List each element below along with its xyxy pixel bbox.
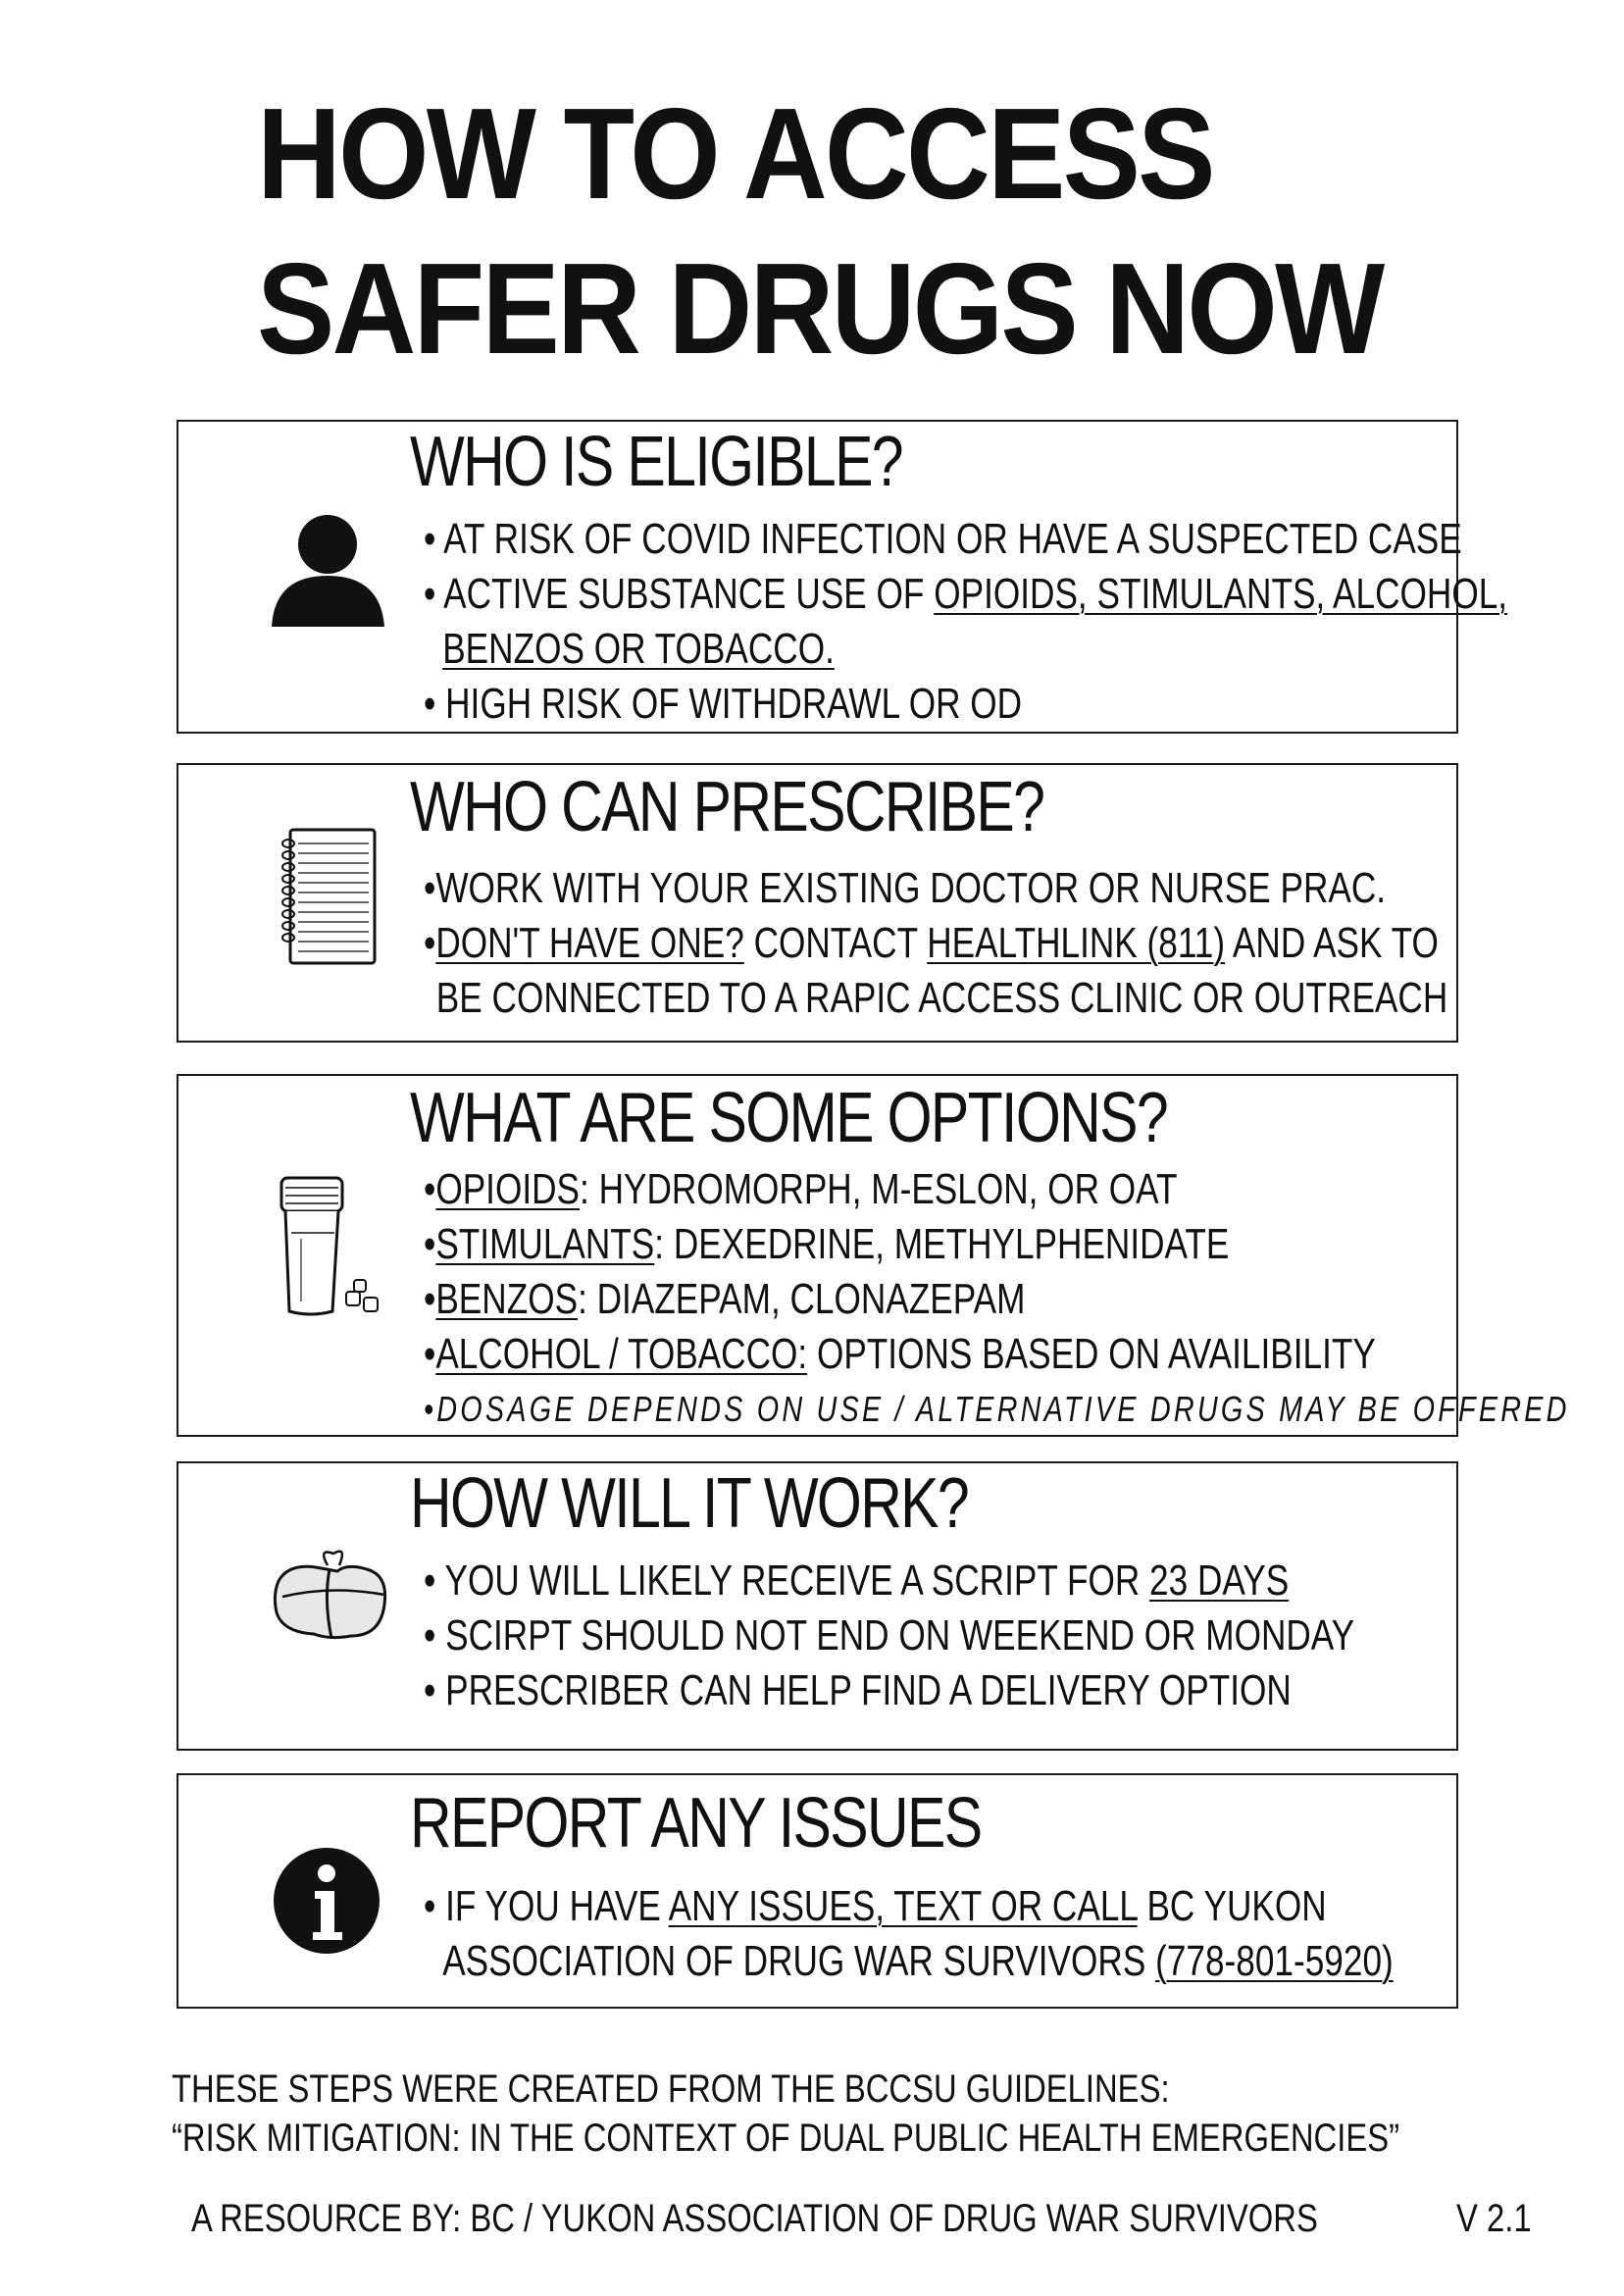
title-line-1: HOW TO ACCESS xyxy=(257,81,1213,226)
footer-byline: A RESOURCE BY: BC / YUKON ASSOCIATION OF DRUG WAR SURVIVORS xyxy=(191,2197,1318,2240)
version-label: V 2.1 xyxy=(1456,2197,1532,2240)
list-item: •WORK WITH YOUR EXISTING DOCTOR OR NURSE PRAC. xyxy=(424,864,1387,912)
pill-bottle-icon xyxy=(272,1174,389,1321)
list-item: •BENZOS: DIAZEPAM, CLONAZEPAM xyxy=(424,1275,1026,1323)
package-icon xyxy=(269,1542,396,1650)
list-item: •STIMULANTS: DEXEDRINE, METHYLPHENIDATE xyxy=(424,1220,1230,1268)
list-item: • AT RISK OF COVID INFECTION OR HAVE A SUSPECTED CASE xyxy=(424,515,1462,563)
person-icon xyxy=(267,505,394,633)
dosage-note: •DOSAGE DEPENDS ON USE / ALTERNATIVE DRUGS MAY BE OFFERED xyxy=(424,1389,1570,1429)
list-item: • SCIRPT SHOULD NOT END ON WEEKEND OR MONDAY xyxy=(424,1611,1355,1659)
page-title xyxy=(257,77,1383,386)
list-item: • ACTIVE SUBSTANCE USE OF OPIOIDS, STIMULANTS, ALCOHOL, BENZOS OR TOBACCO. xyxy=(424,570,1508,673)
notepad-icon xyxy=(277,824,384,971)
section-prescribe xyxy=(177,763,1458,1043)
list-item: •OPIOIDS: HYDROMORPH, M-ESLON, OR OAT xyxy=(424,1165,1178,1213)
section-report xyxy=(177,1773,1458,2009)
list-item: • YOU WILL LIKELY RECEIVE A SCRIPT FOR 23 DAYS xyxy=(424,1556,1290,1605)
section-options xyxy=(177,1074,1570,1437)
section-heading: REPORT ANY ISSUES xyxy=(410,1784,982,1862)
footer-source-line-2: “RISK MITIGATION: IN THE CONTEXT OF DUAL PUBLIC HEALTH EMERGENCIES” xyxy=(172,2117,1400,2160)
section-heading: WHO IS ELIGIBLE? xyxy=(410,423,903,501)
title-line-2: SAFER DRUGS NOW xyxy=(257,236,1383,381)
list-item: • PRESCRIBER CAN HELP FIND A DELIVERY OPTION xyxy=(424,1666,1292,1714)
list-item: •ALCOHOL / TOBACCO: OPTIONS BASED ON AVAILIBILITY xyxy=(424,1330,1376,1378)
list-item: •DON'T HAVE ONE? CONTACT HEALTHLINK (811) AND ASK TO BE CONNECTED TO A RAPIC ACCESS CLINIC OR OUTREACH xyxy=(424,919,1448,1022)
list-item: • HIGH RISK OF WITHDRAWL OR OD xyxy=(424,680,1023,728)
section-heading: WHO CAN PRESCRIBE? xyxy=(410,768,1044,846)
list-item: • IF YOU HAVE ANY ISSUES, TEXT OR CALL BC YUKON ASSOCIATION OF DRUG WAR SURVIVORS (778-801-5920) xyxy=(424,1882,1394,1985)
section-heading: HOW WILL IT WORK? xyxy=(410,1464,969,1543)
footer-source-line-1: THESE STEPS WERE CREATED FROM THE BCCSU GUIDELINES: xyxy=(172,2067,1170,2111)
section-work xyxy=(177,1461,1458,1751)
section-heading: WHAT ARE SOME OPTIONS? xyxy=(410,1079,1168,1157)
section-eligible xyxy=(177,420,1508,734)
info-icon xyxy=(272,1842,389,1960)
